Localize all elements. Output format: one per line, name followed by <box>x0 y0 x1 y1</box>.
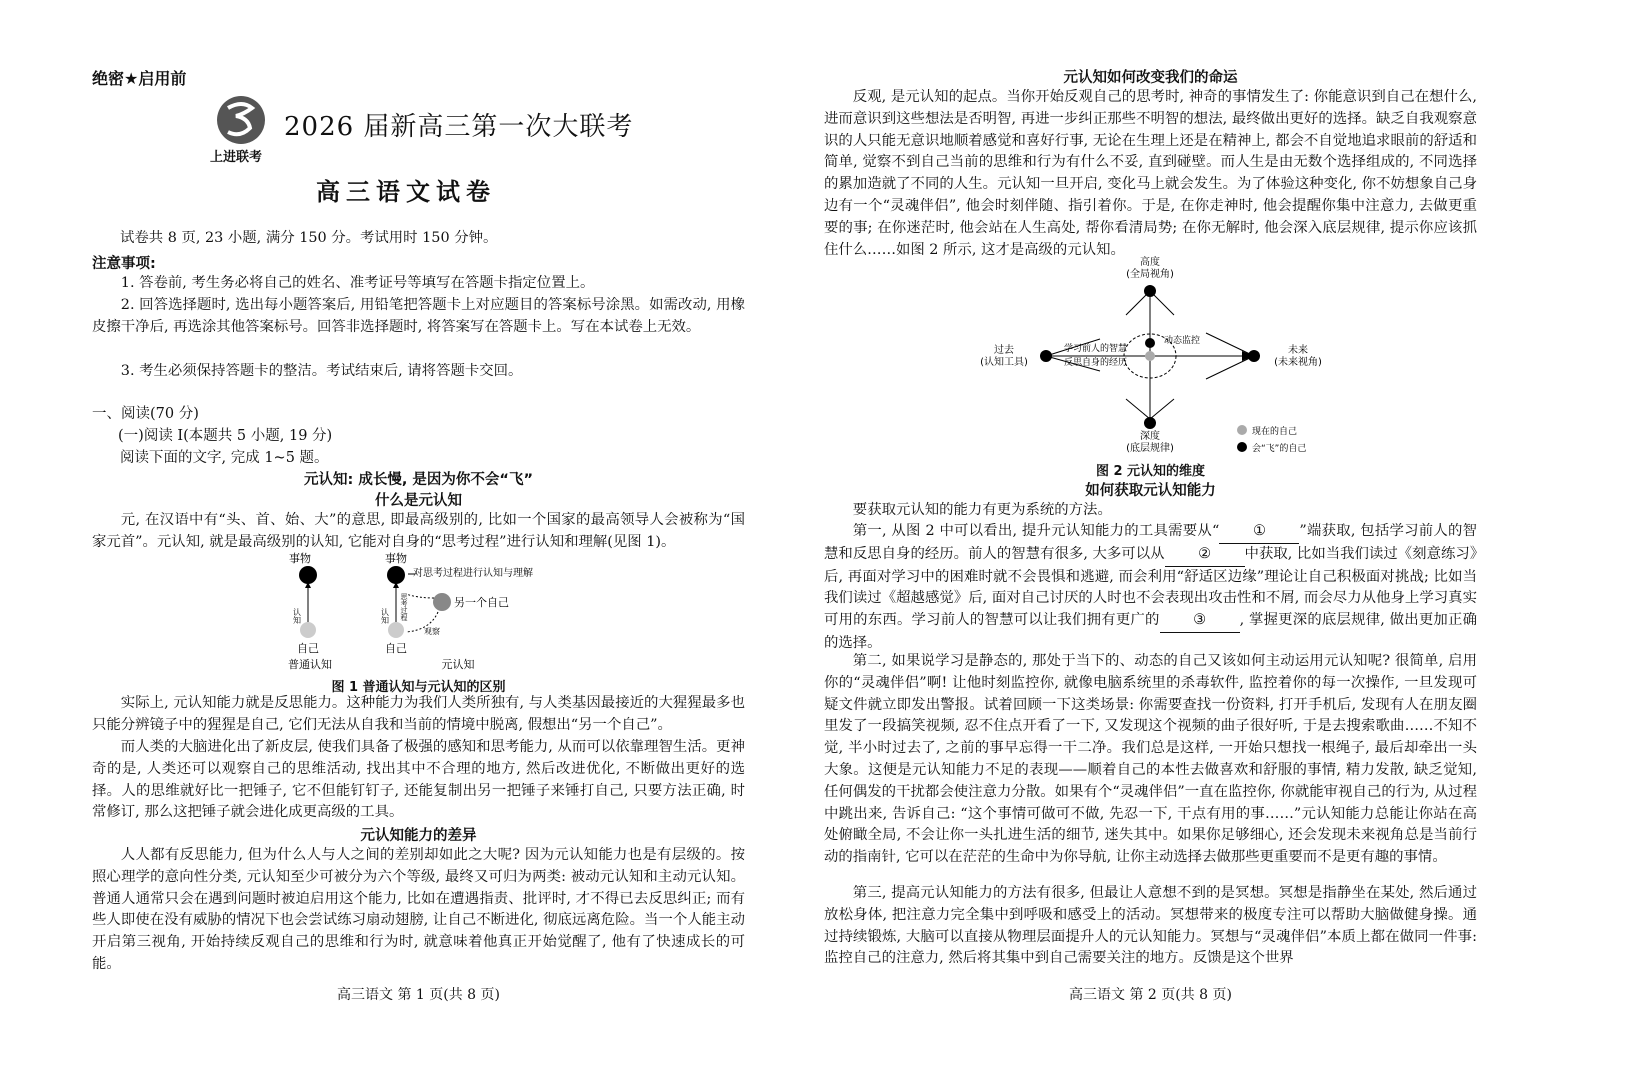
heading-how: 如何获取元认知能力 <box>1085 483 1216 499</box>
heading-difference: 元认知能力的差异 <box>360 828 477 844</box>
fig1-self-left: 自己 <box>297 642 319 655</box>
paragraph-first <box>824 521 1477 655</box>
fig1-thing-node-right <box>387 566 405 584</box>
figure-2-caption: 图 2 元认知的维度 <box>1095 464 1206 479</box>
fig1-think-process: 思考过程 <box>400 593 408 621</box>
fig2-legend-now-dot <box>1237 425 1247 435</box>
paragraph-definition: 元, 在汉语中有“头、首、始、大”的意思, 即最高级别的, 比如一个国家的最高领导人会被称为“国家元首”。元认知, 就是最高级别的认知, 它能对自身的“思考过程”进行认知和理解(见图 1)。 <box>92 512 745 550</box>
note-2: 2. 回答选择题时, 选出每小题答案后, 用铅笔把答题卡上对应题目的答案标号涂黑。如需改动, 用橡皮擦干净后, 再选涂其他答案标号。回答非选择题时, 将答案写在答题卡上。写在本试卷上无效。 <box>92 297 745 335</box>
fig2-past-sub: (认知工具) <box>980 357 1028 368</box>
fig2-depth-label: 深度 <box>1140 431 1160 442</box>
first-text-d: , 掌握更深的底层规律, 做出更加正确的选择。 <box>824 612 1477 651</box>
figure-1 <box>270 548 560 674</box>
fig2-learn-text: 学习前人的智慧 <box>1064 344 1128 354</box>
exam-title: 2026 届新高三第一次大联考 <box>284 112 634 142</box>
page-2-footer: 高三语文 第 2 页(共 8 页) <box>1069 987 1232 1003</box>
paper-title: 高三语文试卷 <box>316 178 496 206</box>
figure-1-caption: 图 1 普通认知与元认知的区别 <box>331 680 506 695</box>
paragraph-third: 第三, 提高元认知能力的方法有很多, 但最让人意想不到的是冥想。冥想是指静坐在某处, 然后通过放松身体, 把注意力完全集中到呼吸和感受上的活动。冥想带来的极度专注可以帮助大脑做健身操。通过持续锻炼, 大脑可以直接从物理层面提升人的元认知能力。冥想与“灵魂伴侣”本质上都在做同一件事: 监控自己的注意力, 然后将其集中到自己需要关注的地方。反馈是这个世界 <box>824 885 1477 967</box>
fig1-cognize-right: 认知 <box>380 608 390 624</box>
paragraph-reflect-2: 而人类的大脑进化出了新皮层, 使我们具备了极强的感知和思考能力, 从而可以依靠理智生活。更神奇的是, 人类还可以观察自己的思维活动, 找出其中不合理的地方, 然后改进优化, 不断做出更好的选择。人的思维就好比一把锤子, 它不但能钉钉子, 还能复制出另一把锤子来锤打自己, 只要方法正确, 时常修订, 那么这把锤子就会进化成更高级的工具。 <box>92 739 745 821</box>
blank-3: ③ <box>1160 610 1240 633</box>
fig1-self-right: 自己 <box>385 642 407 655</box>
logo-text: 上进联考 <box>210 150 263 165</box>
figure-2 <box>980 253 1340 459</box>
page-1 <box>0 0 812 1079</box>
fig1-thing-right: 事物 <box>385 552 407 565</box>
article-title: 元认知: 成长慢, 是因为你不会“飞” <box>304 472 533 488</box>
fig1-understand-text: 对思考过程进行认知与理解 <box>413 568 533 579</box>
note-1: 1. 答卷前, 考生务必将自己的姓名、准考证号等填写在答题卡指定位置上。 <box>120 275 595 291</box>
first-text-a: 第一, 从图 2 中可以看出, 提升元认知能力的工具需要从“ <box>852 523 1220 539</box>
blank-1: ① <box>1219 521 1299 544</box>
fig1-cognize-left: 认知 <box>292 608 302 624</box>
fig1-self-node-left <box>300 622 316 638</box>
fig2-monitor-text: 动态监控 <box>1164 336 1201 346</box>
fig2-legend-fly: 会“飞”的自己 <box>1252 444 1307 454</box>
paragraph-fate: 反观, 是元认知的起点。当你开始反观自己的思考时, 神奇的事情发生了: 你能意识到自己在想什么, 进而意识到这些想法是否明智, 再进一步纠正那些不明智的想法, 最终做出更好的选择。缺乏自我观察意识的人只能无意识地顺着感觉和喜好行事, 无论在生理上还是在精神上, 都会不自觉地追求眼前的舒适和简单, 觉察不到自己当前的思维和行为有什么不妥, 直到碰壁。而人生是由无数个选择组成的, 不同选择的累加造就了不同的人生。元认知一旦开启, 变化马上就会发生。为了体验这种变化, 你不妨想象自己身边有一个“灵魂伴侣”, 他会时刻伴随、指引着你。于是, 在你走神时, 他会提醒你集中注意力, 去做更重要的事; 在你迷茫时, 他会站在人生高处, 帮你看清局势; 在你无解时, 他会深入底层规律, 提示你应该抓住什么……如图 2 所示, 这才是高级的元认知。 <box>824 89 1477 258</box>
fig2-legend-now: 现在的自己 <box>1252 427 1298 437</box>
fig1-another-self-node <box>433 593 451 611</box>
fig2-depth-sub: (底层规律) <box>1126 443 1174 454</box>
reading-instruction: 阅读下面的文字, 完成 1~5 题。 <box>120 450 329 466</box>
blank-2: ② <box>1165 544 1245 567</box>
fig2-future-label: 未来 <box>1288 345 1308 356</box>
first-text-c: 中获取, 比如当我们读过《刻意练习》后, 再面对学习中的困难时就不会畏惧和逃避, 而会利用“舒适区边缘”理论让自己积极面对挑战; 比如当我们读过《超越感觉》后, 面对自己讨厌的人时也不会表现出攻击性和不屑, 而会尽力从他身上学习真实可用的东西。学习前人的智慧可以让我们拥有更广的 <box>824 545 1478 629</box>
fig1-thing-left: 事物 <box>289 552 311 565</box>
paragraph-second: 第二, 如果说学习是静态的, 那处于当下的、动态的自己又该如何主动运用元认知呢? 很简单, 启用你的“灵魂伴侣”啊! 让他时刻监控你, 就像电脑系统里的杀毒软件, 监控着你的每一次操作, 一旦发现可疑文件就立即发出警报。试着回顾一下这类场景: 你需要查找一份资料, 打开手机后, 发现有人在朋友圈里发了一段搞笑视频, 忍不住点开看了一下, 又发现这个视频的曲子很好听, 于是去搜索歌曲……不知不觉, 半小时过去了, 之前的事早忘得一干二净。我们总是这样, 一开始只想找一根绳子, 最后却牵出一头大象。这便是元认知能力不足的表现——顺着自己的本性去做喜欢和舒服的事情, 精力发散, 缺乏觉知, 任何偶发的干扰都会使注意力分散。如果有个“灵魂伴侣”一直在监控你, 你就能审视自己的行为, 从过程中跳出来, 告诉自己: “这个事情可做可不做, 先忍一下, 干点有用的事……”元认知能力总能让你站在高处俯瞰全局, 不会让你一头扎进生活的细节, 迷失其中。如果你足够细心, 还会发现未来视角总是当前行动的指南针, 它可以在茫茫的生命中为你导航, 让你主动选择去做那些更重要而不是更有趣的事情。 <box>824 653 1477 866</box>
paragraph-reflect-1: 实际上, 元认知能力就是反思能力。这种能力为我们人类所独有, 与人类基因最接近的大猩猩最多也只能分辨镜子中的猩猩是自己, 它们无法从自我和当前的情境中脱离, 假想出“另一个自己”。 <box>92 695 745 733</box>
paragraph-how-intro: 要获取元认知的能力有更为系统的方法。 <box>852 502 1112 518</box>
heading-what-is-metacognition: 什么是元认知 <box>375 493 462 509</box>
fig2-past-label: 过去 <box>994 345 1014 356</box>
fig2-reflect-text: 反思自身的经历 <box>1064 358 1128 368</box>
fig2-future-sub: (未来视角) <box>1274 357 1322 368</box>
exam-logo <box>210 94 268 165</box>
page-1-footer: 高三语文 第 1 页(共 8 页) <box>337 987 500 1003</box>
exam-info: 试卷共 8 页, 23 小题, 满分 150 分。考试用时 150 分钟。 <box>120 230 498 246</box>
fig1-self-node-right <box>388 622 404 638</box>
fig1-thing-node-left <box>299 566 317 584</box>
fig1-label-normal: 普通认知 <box>288 658 332 671</box>
heading-fate: 元认知如何改变我们的命运 <box>1063 70 1238 86</box>
page-2 <box>812 0 1625 1079</box>
section-heading: 一、阅读(70 分) <box>92 406 199 422</box>
fig2-legend-fly-dot <box>1237 442 1247 452</box>
secret-label: 绝密★启用前 <box>92 69 187 88</box>
first-text-b: ”端获取, 包括学习前人的智慧和反思自身的经历。前人的智慧有很多, 大多可以从 <box>824 523 1477 562</box>
fig1-label-meta: 元认知 <box>441 658 475 671</box>
fig2-height-sub: (全局视角) <box>1126 269 1174 280</box>
fig1-another-self: 另一个自己 <box>454 596 509 609</box>
subsection-heading: (一)阅读 I(本题共 5 小题, 19 分) <box>118 428 333 444</box>
fig2-height-label: 高度 <box>1140 257 1160 268</box>
paragraph-difference: 人人都有反思能力, 但为什么人与人之间的差别却如此之大呢? 因为元认知能力也是有层级的。按照心理学的意向性分类, 元认知至少可被分为六个等级, 最终又可归为两类: 被动元认知和主动元认知。普通人通常只会在遇到问题时被迫启用这个能力, 比如在遭遇指责、批评时, 才不得已去反思纠正; 而有些人即使在没有威胁的情况下也会尝试练习扇动翅膀, 让自己不断进化, 彻底远离危险。当一个人能主动开启第三视角, 开始持续反观自己的思维和行为时, 就意味着他真正开始觉醒了, 他有了快速成长的可能。 <box>92 847 745 972</box>
notes-heading: 注意事项: <box>92 256 156 272</box>
note-3: 3. 考生必须保持答题卡的整洁。考试结束后, 请将答题卡交回。 <box>120 363 523 379</box>
fig2-depth-node <box>1144 417 1156 429</box>
fig1-observe: 观察 <box>424 627 440 636</box>
